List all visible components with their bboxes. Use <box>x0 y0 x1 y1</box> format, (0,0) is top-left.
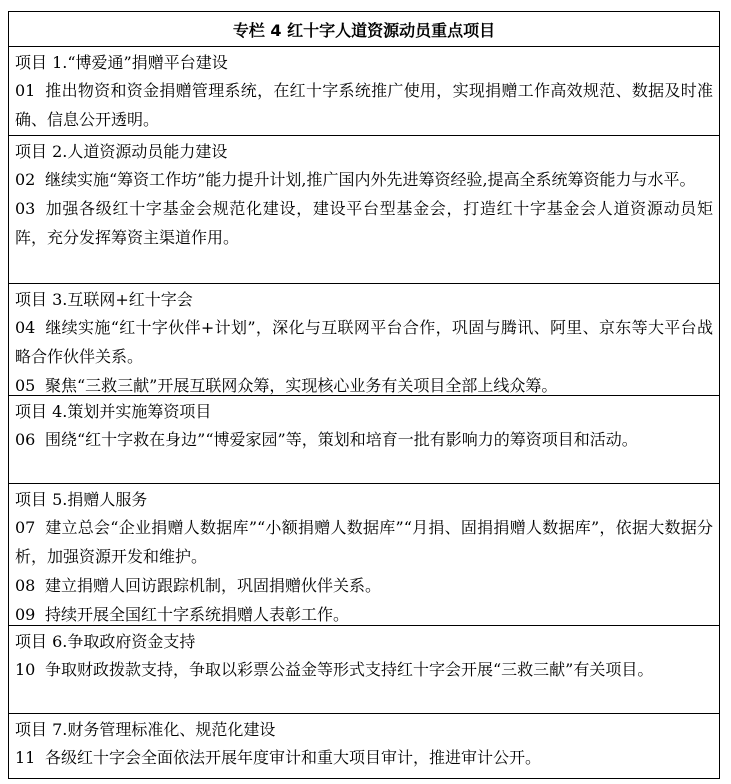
section-5 <box>9 484 719 626</box>
section-3 <box>9 284 719 396</box>
item-number: 05 <box>15 376 36 395</box>
item-number: 06 <box>15 430 36 449</box>
list-item <box>15 571 713 600</box>
item-text: 围绕“红十字救在身边”“博爱家园”等，策划和培育一批有影响力的筹资项目和活动。 <box>45 430 638 449</box>
section-4 <box>9 396 719 484</box>
item-text: 各级红十字会全面依法开展年度审计和重大项目审计，推进审计公开。 <box>45 748 542 767</box>
section-title: 项目 2.人道资源动员能力建设 <box>15 142 228 161</box>
item-text: 聚焦“三救三献”开展互联网众筹，实现核心业务有关项目全部上线众筹。 <box>45 376 558 395</box>
item-number: 11 <box>15 748 36 767</box>
list-item <box>15 743 713 772</box>
item-number: 03 <box>15 199 36 218</box>
item-number: 08 <box>15 576 36 595</box>
item-text: 推出物资和资金捐赠管理系统，在红十字系统推广使用，实现捐赠工作高效规范、数据及时准确、信息公开透明。 <box>15 81 713 129</box>
section-title: 项目 1.“博爱通”捐赠平台建设 <box>15 53 228 72</box>
section-7 <box>9 714 719 775</box>
list-item <box>15 313 713 371</box>
item-text: 持续开展全国红十字系统捐赠人表彰工作。 <box>45 605 350 624</box>
item-number: 10 <box>15 660 36 679</box>
item-number: 04 <box>15 318 36 337</box>
item-number: 09 <box>15 605 36 624</box>
list-item <box>15 76 713 134</box>
item-text: 建立捐赠人回访跟踪机制，巩固捐赠伙伴关系。 <box>45 576 382 595</box>
section-6 <box>9 626 719 714</box>
list-item <box>15 600 713 629</box>
list-item <box>15 165 713 194</box>
list-item <box>15 194 713 252</box>
section-title: 项目 3.互联网+红十字会 <box>15 290 193 309</box>
item-text: 建立总会“企业捐赠人数据库”“小额捐赠人数据库”“月捐、固捐捐赠人数据库”，依据大数据分析，加强资源开发和维护。 <box>15 518 713 566</box>
list-item <box>15 513 713 571</box>
list-item <box>15 655 713 684</box>
item-number: 02 <box>15 170 36 189</box>
section-title: 项目 7.财务管理标准化、规范化建设 <box>15 720 276 739</box>
item-number: 01 <box>15 81 36 100</box>
item-text: 争取财政拨款支持，争取以彩票公益金等形式支持红十字会开展“三救三献”有关项目。 <box>45 660 654 679</box>
project-table <box>8 11 720 779</box>
item-text: 加强各级红十字基金会规范化建设，建设平台型基金会，打造红十字基金会人道资源动员矩阵，充分发挥筹资主渠道作用。 <box>15 199 713 247</box>
table-title: 专栏 4 红十字人道资源动员重点项目 <box>9 12 719 47</box>
item-text: 继续实施“红十字伙伴+计划”，深化与互联网平台合作，巩固与腾讯、阿里、京东等大平台战略合作伙伴关系。 <box>15 318 713 366</box>
section-title: 项目 6.争取政府资金支持 <box>15 632 196 651</box>
section-title: 项目 4.策划并实施筹资项目 <box>15 402 212 421</box>
list-item <box>15 425 713 454</box>
item-text: 继续实施“筹资工作坊”能力提升计划,推广国内外先进筹资经验,提高全系统筹资能力与水平。 <box>45 170 696 189</box>
section-title: 项目 5.捐赠人服务 <box>15 490 148 509</box>
section-2 <box>9 136 719 284</box>
item-number: 07 <box>15 518 36 537</box>
section-1 <box>9 47 719 136</box>
